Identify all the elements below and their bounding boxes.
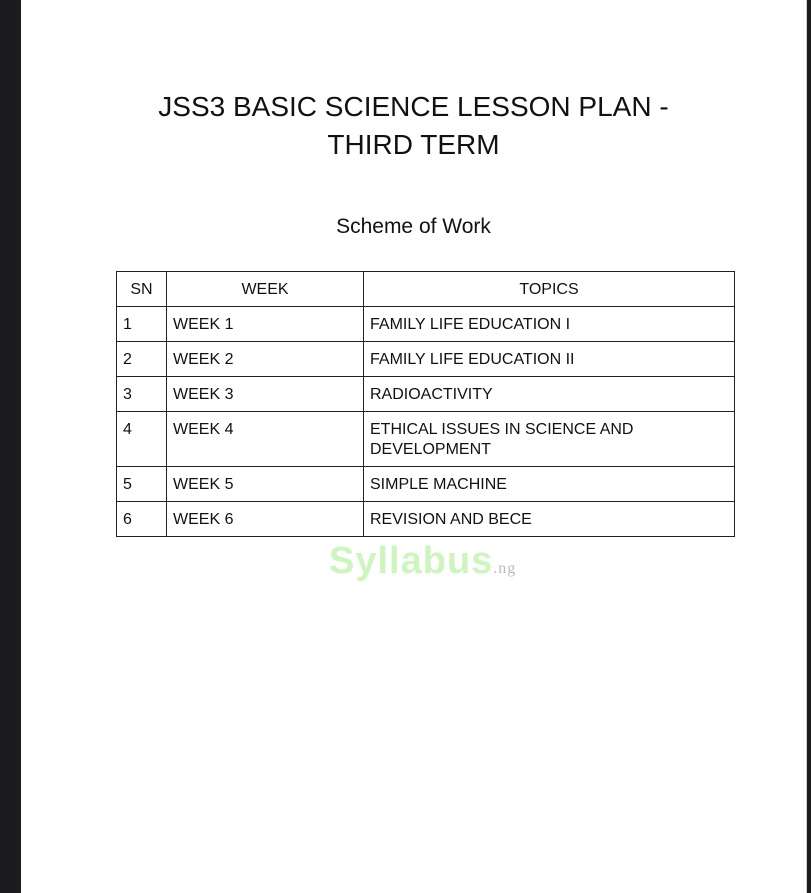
cell-sn: 3	[117, 377, 167, 412]
cell-week: WEEK 3	[167, 377, 364, 412]
cell-sn: 5	[117, 467, 167, 502]
cell-sn: 2	[117, 342, 167, 377]
cell-week: WEEK 4	[167, 412, 364, 467]
scheme-table	[116, 271, 735, 537]
header-sn: SN	[117, 272, 167, 307]
cell-week: WEEK 2	[167, 342, 364, 377]
table-header-row	[117, 272, 735, 307]
document-page	[21, 0, 807, 893]
cell-sn: 6	[117, 502, 167, 537]
cell-sn: 1	[117, 307, 167, 342]
cell-sn: 4	[117, 412, 167, 467]
cell-week: WEEK 1	[167, 307, 364, 342]
page-title	[21, 88, 806, 164]
table-row	[117, 467, 735, 502]
cell-topic: FAMILY LIFE EDUCATION II	[364, 342, 735, 377]
table-row	[117, 342, 735, 377]
title-line-1: JSS3 BASIC SCIENCE LESSON PLAN -	[158, 91, 669, 122]
watermark-suffix: .ng	[493, 560, 517, 577]
cell-week: WEEK 6	[167, 502, 364, 537]
cell-topic: RADIOACTIVITY	[364, 377, 735, 412]
watermark-logo	[329, 540, 516, 590]
header-week: WEEK	[167, 272, 364, 307]
cell-topic: ETHICAL ISSUES IN SCIENCE AND DEVELOPMENT	[364, 412, 735, 467]
cell-topic: FAMILY LIFE EDUCATION I	[364, 307, 735, 342]
cell-topic: REVISION AND BECE	[364, 502, 735, 537]
table-row	[117, 377, 735, 412]
watermark-main: Syllabus	[329, 540, 494, 582]
title-line-2: THIRD TERM	[327, 129, 500, 160]
cell-topic: SIMPLE MACHINE	[364, 467, 735, 502]
table-row	[117, 502, 735, 537]
table-row	[117, 412, 735, 467]
table-row	[117, 307, 735, 342]
header-topics: TOPICS	[364, 272, 735, 307]
section-subtitle: Scheme of Work	[336, 215, 491, 238]
cell-week: WEEK 5	[167, 467, 364, 502]
